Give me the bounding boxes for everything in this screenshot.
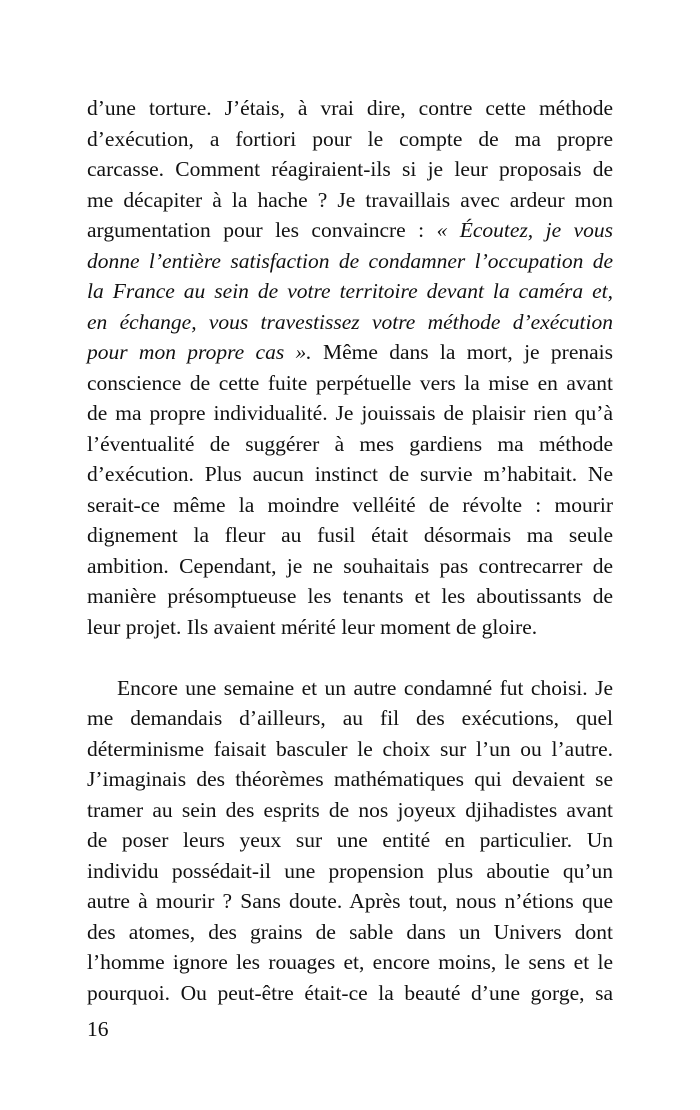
quoted-speech: pour mon propre cas ».: [87, 340, 312, 364]
quoted-speech: donne l’entière satisfaction de condamner l’occupation de: [87, 248, 613, 273]
text-line: me demandais d’ailleurs, au fil des exécutions, quel: [87, 706, 613, 730]
text-line: pourquoi. Ou peut-être était-ce la beauté d’une gorge, sa: [87, 980, 613, 1005]
text-line: carcasse. Comment réagiraient-ils si je leur proposais de: [87, 157, 613, 181]
text-line: déterminisme faisait basculer le choix sur l’un ou l’autre.: [87, 736, 613, 761]
text-line: me décapiter à la hache ? Je travaillais avec ardeur mon: [87, 187, 613, 212]
body-text: [87, 93, 613, 1008]
text-line: d’exécution, a fortiori pour le compte de ma propre: [87, 126, 613, 151]
text-line: individu possédait-il une propension plus aboutie qu’un: [87, 858, 613, 883]
paragraph-gap: [87, 642, 613, 673]
text-line: [87, 246, 613, 277]
text-line: [87, 215, 613, 246]
text-line: J’imaginais des théorèmes mathématiques qui devaient se: [87, 767, 613, 791]
quoted-speech: en échange, vous travestissez votre méthode d’exécution: [87, 309, 613, 334]
text-line: l’homme ignore les rouages et, encore moins, le sens et le: [87, 950, 613, 974]
text-line: conscience de cette fuite perpétuelle vers la mise en avant: [87, 370, 613, 395]
text-line: [87, 307, 613, 338]
text-line: leur projet. Ils avaient mérité leur moment de gloire.: [87, 614, 538, 639]
text-line: l’éventualité de suggérer à mes gardiens ma méthode: [87, 431, 613, 456]
text-line: [87, 276, 613, 307]
text-segment: Même dans la mort, je prenais: [311, 340, 613, 364]
text-line: Encore une semaine et un autre condamné fut choisi. Je: [117, 675, 613, 700]
text-line: d’une torture. J’étais, à vrai dire, contre cette méthode: [87, 96, 613, 120]
page-number: 16: [87, 1017, 109, 1041]
text-line: dignement la fleur au fusil était désormais ma seule: [87, 523, 613, 547]
text-line: des atomes, des grains de sable dans un Univers dont: [87, 919, 613, 944]
text-line: de poser leurs yeux sur une entité en particulier. Un: [87, 828, 613, 852]
text-line: manière présomptueuse les tenants et les aboutissants de: [87, 584, 613, 608]
quoted-speech: « Écoutez, je vous: [436, 218, 613, 242]
text-line: d’exécution. Plus aucun instinct de survie m’habitait. Ne: [87, 462, 613, 486]
quoted-speech: la France au sein de votre territoire devant la caméra et,: [87, 279, 613, 303]
text-line: [87, 337, 613, 368]
text-segment: argumentation pour les convaincre :: [87, 218, 437, 242]
paragraph-1: [87, 93, 613, 642]
text-line: ambition. Cependant, je ne souhaitais pas contrecarrer de: [87, 553, 613, 578]
text-line: autre à mourir ? Sans doute. Après tout, nous n’étions que: [87, 889, 613, 913]
text-line: tramer au sein des esprits de nos joyeux djihadistes avant: [87, 797, 613, 822]
text-line: de ma propre individualité. Je jouissais de plaisir rien qu’à: [87, 401, 613, 425]
text-line: serait-ce même la moindre velléité de révolte : mourir: [87, 492, 613, 517]
paragraph-2: [87, 673, 613, 1009]
